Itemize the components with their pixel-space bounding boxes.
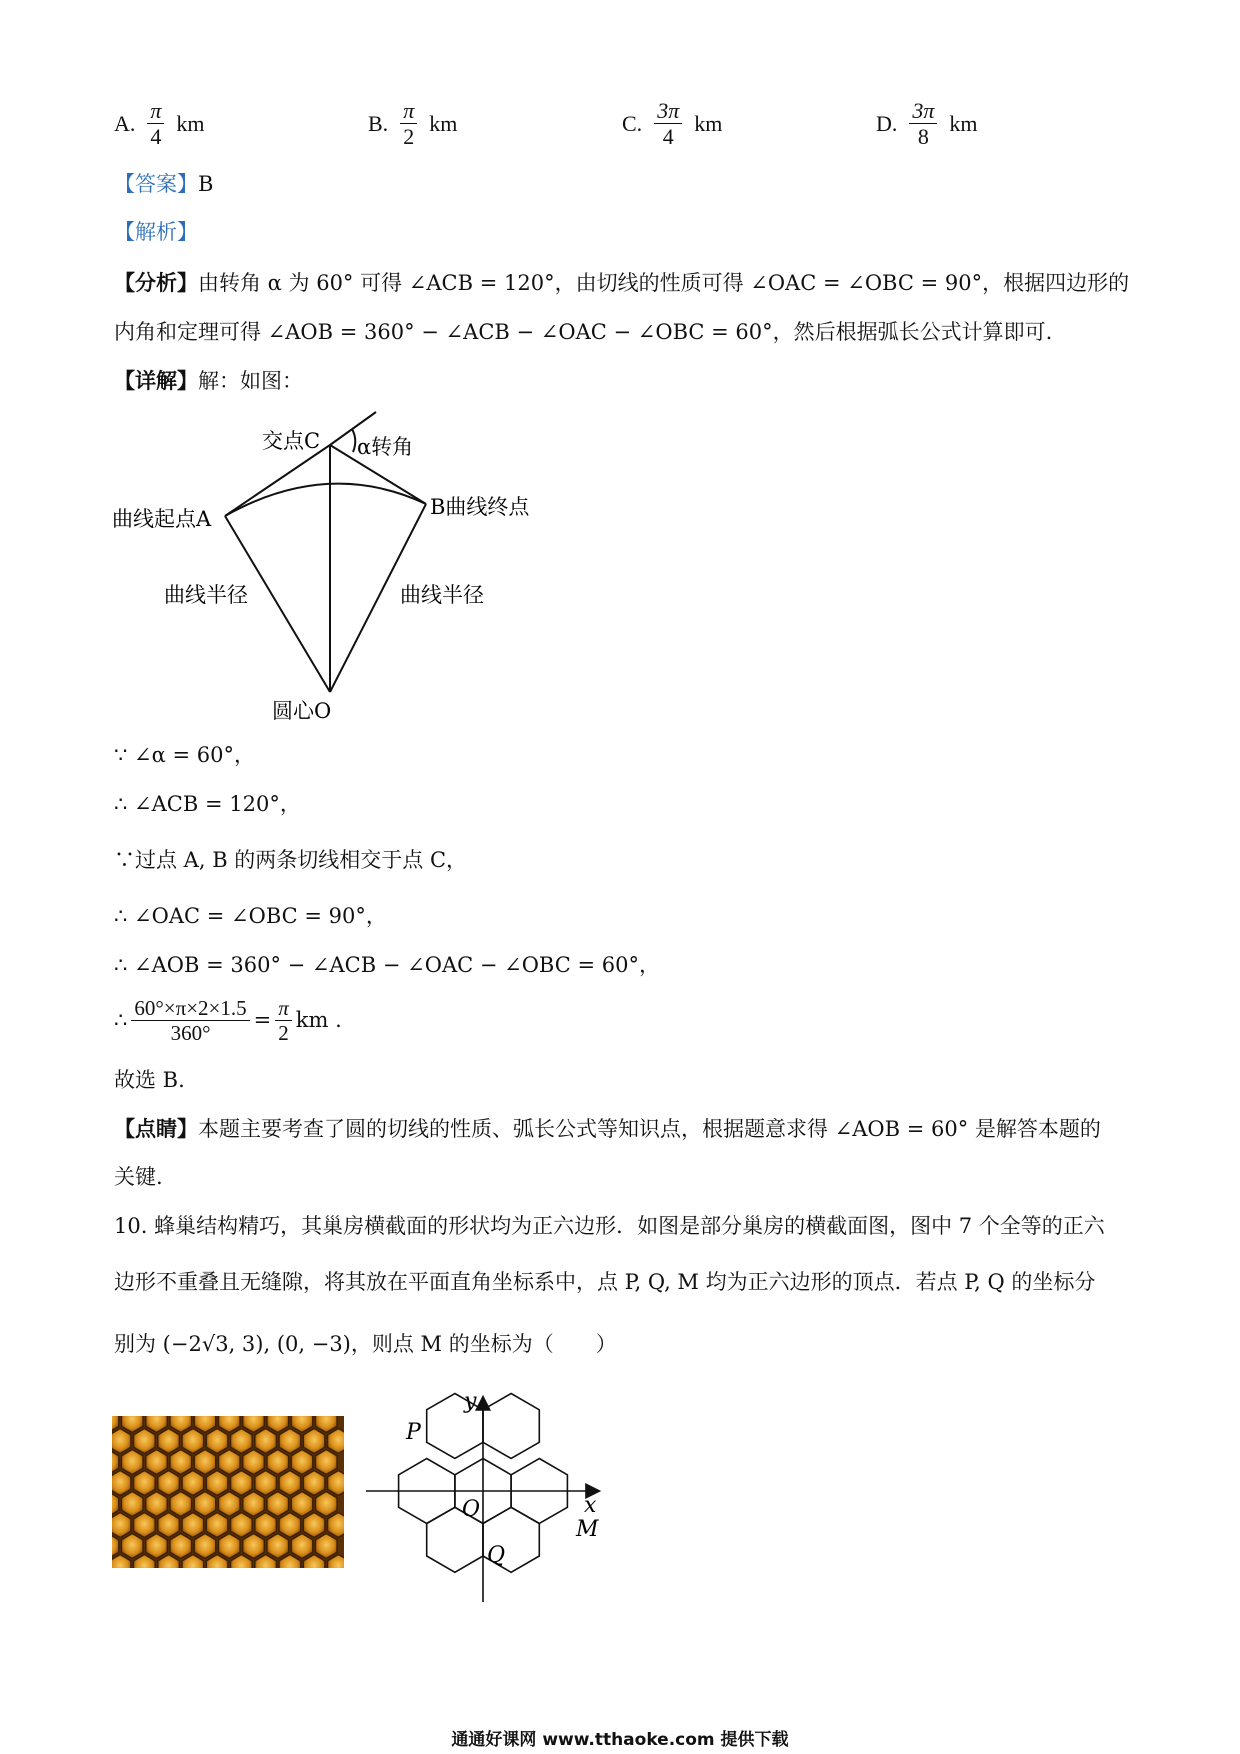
honeycomb-cell xyxy=(279,1471,301,1496)
fenxi-line-2: 内角和定理可得 ∠AOB = 360° − ∠ACB − ∠OAC − ∠OBC = 60°，然后根据弧长公式计算即可. xyxy=(114,320,1053,344)
honeycomb-cell xyxy=(121,1492,143,1517)
honeycomb-cell xyxy=(134,1513,156,1538)
step-6-formula xyxy=(114,996,342,1045)
honeycomb-cell xyxy=(243,1534,265,1559)
step-3: ∵过点 A, B 的两条切线相交于点 C， xyxy=(114,848,468,872)
question-10-line-2: 边形不重叠且无缝隙，将其放在平面直角坐标系中，点 P, Q, M 均为正六边形的顶点．若点 P, Q 的坐标分 xyxy=(114,1270,1096,1294)
fraction-denominator: 2 xyxy=(403,124,415,150)
label-m: M xyxy=(576,1517,599,1542)
fraction-denominator: 8 xyxy=(917,124,929,150)
honeycomb-cell xyxy=(206,1471,228,1496)
step-2: ∴ ∠ACB = 120°， xyxy=(114,792,301,816)
option-unit: km xyxy=(176,110,205,136)
fraction-numerator: π xyxy=(147,98,164,124)
honeycomb-cell xyxy=(231,1471,253,1496)
honeycomb-cell xyxy=(146,1534,168,1559)
question-10-line-3: 别为 (−2√3, 3), (0, −3)，则点 M 的坐标为（ ） xyxy=(114,1332,617,1356)
fraction-numerator: π xyxy=(275,996,292,1021)
option-letter: D. xyxy=(876,110,898,136)
label-radius-left: 曲线半径 xyxy=(164,583,248,607)
xiangjie-tag: 【详解】 xyxy=(114,368,198,393)
honeycomb-cell xyxy=(206,1513,228,1538)
honeycomb-cell xyxy=(279,1513,301,1538)
fraction-denominator: 2 xyxy=(278,1021,289,1046)
honeycomb-cell xyxy=(303,1471,325,1496)
dianjing-line-2: 关键. xyxy=(114,1165,163,1189)
fenxi-line-1 xyxy=(114,270,1129,296)
honeycomb-cell xyxy=(218,1450,240,1475)
option-unit: km xyxy=(949,110,978,136)
fraction-numerator: 3π xyxy=(654,98,682,124)
fraction-numerator: π xyxy=(400,98,417,124)
honeycomb-cell xyxy=(158,1429,180,1454)
dianjing-text: 本题主要考查了圆的切线的性质、弧长公式等知识点，根据题意求得 ∠AOB = 60° 是解答本题的 xyxy=(198,1117,1101,1141)
honeycomb-cell xyxy=(158,1513,180,1538)
option-b xyxy=(368,98,457,150)
analysis-tag: 【解析】 xyxy=(114,220,198,244)
arc-length-fraction xyxy=(131,996,249,1045)
honeycomb-cell xyxy=(182,1429,204,1454)
answer-tag: 【答案】 xyxy=(114,172,198,196)
tangent-arc-diagram xyxy=(100,400,560,730)
honeycomb-cell xyxy=(291,1534,313,1559)
honeycomb-cell xyxy=(243,1450,265,1475)
honeycomb-cell xyxy=(279,1429,301,1454)
fenxi-text: 由转角 α 为 60° 可得 ∠ACB = 120°，由切线的性质可得 ∠OAC = ∠OBC = 90°，根据四边形的 xyxy=(198,271,1130,295)
option-a xyxy=(114,98,205,150)
honeycomb-cell xyxy=(206,1429,228,1454)
label-o: 圆心O xyxy=(272,699,332,723)
honeycomb-cell xyxy=(267,1492,289,1517)
fraction-denominator: 360° xyxy=(170,1021,211,1046)
label-q: Q xyxy=(487,1543,506,1568)
equals-sign: = xyxy=(253,1008,272,1033)
step-1: ∵ ∠α = 60°， xyxy=(114,743,255,767)
honeycomb-cell xyxy=(255,1429,277,1454)
option-unit: km xyxy=(429,110,458,136)
fraction-denominator: 4 xyxy=(662,124,674,150)
option-unit: km xyxy=(694,110,723,136)
tangent-line-ac xyxy=(225,445,330,516)
answer-line xyxy=(114,172,213,197)
honeycomb-cell xyxy=(291,1450,313,1475)
result-unit: km . xyxy=(295,1008,342,1033)
label-x: x xyxy=(584,1493,597,1518)
honeycomb-cell xyxy=(218,1534,240,1559)
fraction-denominator: 4 xyxy=(150,124,162,150)
honeycomb-cell xyxy=(255,1471,277,1496)
fraction-numerator: 3π xyxy=(909,98,937,124)
option-fraction xyxy=(654,98,682,150)
honeycomb-cell xyxy=(121,1450,143,1475)
honeycomb-cell xyxy=(255,1513,277,1538)
honeycomb-cell xyxy=(267,1450,289,1475)
honeycomb-cell xyxy=(170,1450,192,1475)
honeycomb-cell xyxy=(218,1492,240,1517)
honeycomb-cell xyxy=(231,1429,253,1454)
label-o-origin: O xyxy=(462,1497,481,1522)
honeycomb-cell xyxy=(194,1534,216,1559)
honeycomb-cell xyxy=(170,1492,192,1517)
honeycomb-cell xyxy=(267,1534,289,1559)
xiangjie-line xyxy=(114,368,303,394)
label-alpha: α转角 xyxy=(357,435,414,459)
option-c xyxy=(622,98,722,150)
option-fraction xyxy=(400,98,417,150)
option-letter: B. xyxy=(368,110,389,136)
honeycomb-cell xyxy=(315,1492,337,1517)
option-fraction xyxy=(909,98,937,150)
label-radius-right: 曲线半径 xyxy=(400,583,484,607)
honeycomb-cell xyxy=(170,1534,192,1559)
honeycomb-cell xyxy=(194,1492,216,1517)
label-y: y xyxy=(464,1390,477,1414)
conclusion: 故选 B. xyxy=(114,1068,185,1092)
option-letter: A. xyxy=(114,110,136,136)
honeycomb-photo xyxy=(112,1416,344,1568)
honeycomb-cell xyxy=(194,1450,216,1475)
label-c: 交点C xyxy=(262,429,321,453)
turn-angle-arc xyxy=(352,429,355,452)
honeycomb-cell xyxy=(243,1492,265,1517)
honeycomb-cell xyxy=(315,1450,337,1475)
curve-arc xyxy=(225,484,426,516)
therefore-symbol: ∴ xyxy=(114,1008,128,1033)
honeycomb-cell xyxy=(182,1471,204,1496)
honeycomb-cell xyxy=(121,1534,143,1559)
result-fraction xyxy=(275,996,292,1045)
hexagon-cell xyxy=(483,1394,539,1459)
option-letter: C. xyxy=(622,110,643,136)
answer-value: B xyxy=(198,172,214,196)
honeycomb-cell xyxy=(291,1492,313,1517)
honeycomb-cell xyxy=(303,1513,325,1538)
label-a: 曲线起点A xyxy=(112,507,212,531)
honeycomb-cell xyxy=(146,1492,168,1517)
honeycomb-cell xyxy=(146,1450,168,1475)
fenxi-tag: 【分析】 xyxy=(114,270,198,295)
honeycomb-cell xyxy=(158,1471,180,1496)
honeycomb-cell xyxy=(134,1471,156,1496)
xiangjie-text: 解：如图： xyxy=(198,369,303,393)
honeycomb-cell xyxy=(182,1513,204,1538)
honeycomb-cell xyxy=(315,1534,337,1559)
footer: 通通好课网 www.tthaoke.com 提供下载 xyxy=(451,1730,789,1750)
dianjing-line-1 xyxy=(114,1116,1101,1142)
option-d xyxy=(876,98,978,150)
honeycomb-cell xyxy=(134,1429,156,1454)
dianjing-tag: 【点睛】 xyxy=(114,1116,198,1141)
honeycomb-cell xyxy=(231,1513,253,1538)
label-b: B曲线终点 xyxy=(430,495,530,519)
option-fraction xyxy=(147,98,164,150)
fraction-numerator: 60°×π×2×1.5 xyxy=(131,996,249,1021)
step-5: ∴ ∠AOB = 360° − ∠ACB − ∠OAC − ∠OBC = 60°， xyxy=(114,953,660,977)
step-4: ∴ ∠OAC = ∠OBC = 90°， xyxy=(114,904,387,928)
label-p: P xyxy=(406,1420,421,1445)
honeycomb-cell xyxy=(303,1429,325,1454)
question-10-line-1: 10. 蜂巢结构精巧，其巢房横截面的形状均为正六边形．如图是部分巢房的横截面图，图中 7 个全等的正六 xyxy=(114,1214,1105,1238)
hexagon-coordinate-figure xyxy=(362,1390,612,1612)
